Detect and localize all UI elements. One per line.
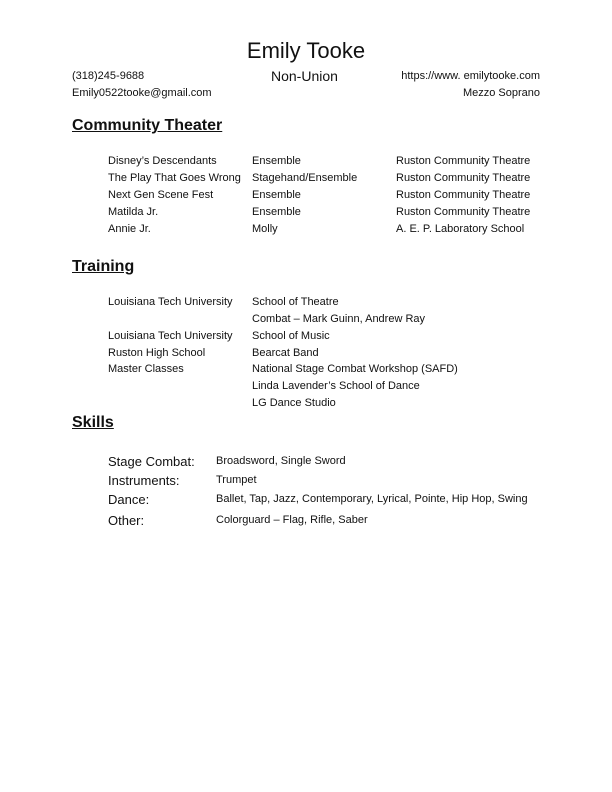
company: Ruston Community Theatre [396,172,531,184]
role: Ensemble [252,155,301,167]
voice-type: Mezzo Soprano [462,87,540,99]
section-title-training: Training [72,258,135,275]
skill-category: Other: [108,513,145,528]
company: A. E. P. Laboratory School [396,223,525,235]
company: Ruston Community Theatre [396,206,531,218]
actor-name: Emily Tooke [246,38,366,63]
company: Ruston Community Theatre [396,155,531,167]
skill-value: Colorguard – Flag, Rifle, Saber [216,514,368,526]
training-detail: School of Theatre [252,296,339,308]
show-title: Annie Jr. [108,223,151,235]
skill-value: Ballet, Tap, Jazz, Contemporary, Lyrical, Pointe, Hip Hop, Swing [216,493,528,505]
skill-category: Dance: [108,492,150,507]
skill-value: Broadsword, Single Sword [216,455,346,467]
institution: Louisiana Tech University [108,330,233,342]
training-detail: Combat – Mark Guinn, Andrew Ray [252,313,426,325]
union-status: Non-Union [271,68,338,84]
training-detail: LG Dance Studio [252,397,336,409]
show-title: Disney’s Descendants [108,155,217,167]
training-detail: School of Music [252,330,330,342]
training-detail: National Stage Combat Workshop (SAFD) [252,363,458,375]
show-title: The Play That Goes Wrong [108,172,241,184]
company: Ruston Community Theatre [396,189,531,201]
role: Molly [252,223,278,235]
institution: Louisiana Tech University [108,296,233,308]
website-link[interactable]: https://www. emilytooke.com [401,70,540,82]
email-address[interactable]: Emily0522tooke@gmail.com [72,87,212,99]
role: Ensemble [252,206,301,218]
skill-category: Instruments: [108,473,180,488]
training-detail: Bearcat Band [252,347,319,359]
skill-value: Trumpet [216,474,257,486]
show-title: Next Gen Scene Fest [108,189,214,201]
role: Ensemble [252,189,301,201]
phone-number: (318)245-9688 [72,70,145,82]
section-title-community-theater: Community Theater [72,117,223,134]
institution: Master Classes [108,363,184,375]
role: Stagehand/Ensemble [252,172,358,184]
skill-category: Stage Combat: [108,454,195,469]
section-title-skills: Skills [72,414,114,431]
institution: Ruston High School [108,347,206,359]
show-title: Matilda Jr. [108,206,159,218]
training-detail: Linda Lavender’s School of Dance [252,380,420,392]
